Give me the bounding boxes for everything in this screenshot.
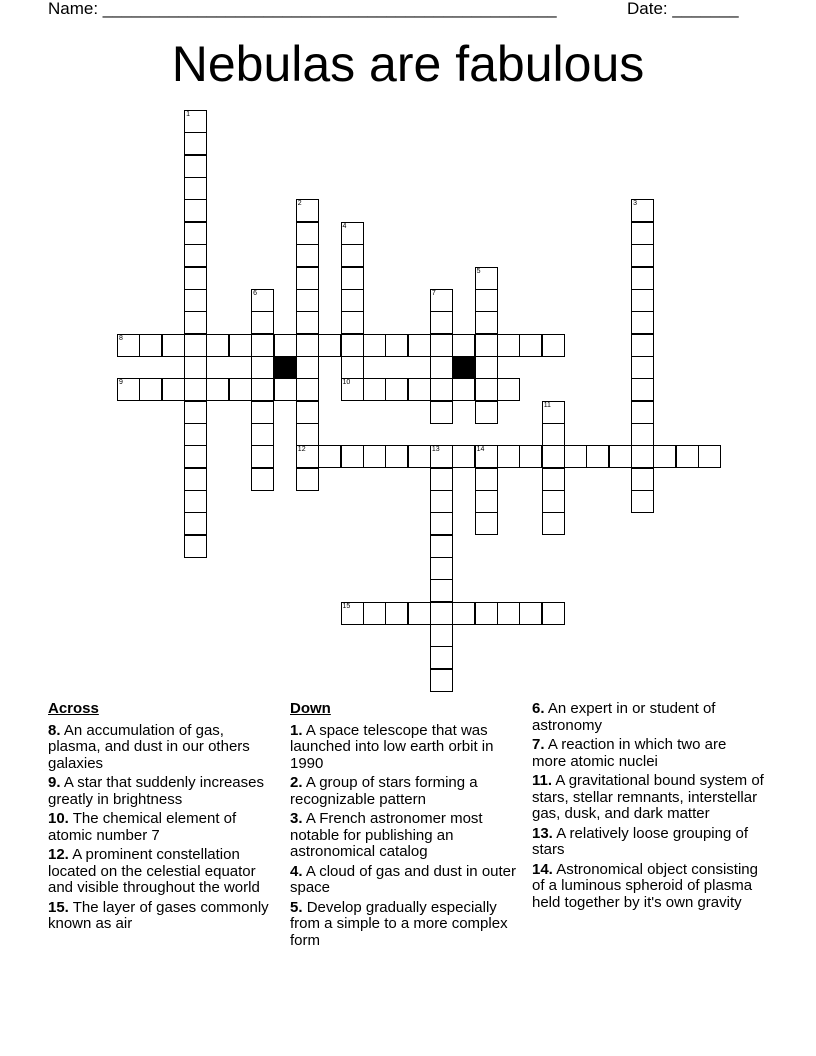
- crossword-cell[interactable]: [184, 267, 207, 290]
- clue-text: A prominent constellation located on the celestial equator and visible throughout the world: [48, 846, 260, 896]
- crossword-cell[interactable]: [296, 401, 319, 424]
- clue-text: A relatively loose grouping of stars: [532, 824, 748, 858]
- crossword-cell[interactable]: [296, 267, 319, 290]
- crossword-cell[interactable]: [184, 512, 207, 535]
- clue-number: 10.: [48, 810, 69, 827]
- crossword-cell[interactable]: [251, 334, 274, 357]
- clue-across-8: [48, 723, 280, 773]
- crossword-cell[interactable]: [542, 334, 565, 357]
- crossword-cell[interactable]: [631, 468, 654, 491]
- across-clues: [48, 701, 280, 936]
- crossword-cell[interactable]: [430, 334, 453, 357]
- across-heading: Across: [48, 700, 99, 717]
- crossword-cell[interactable]: [363, 378, 386, 401]
- crossword-cell[interactable]: [296, 356, 319, 379]
- cell-number: 7: [431, 289, 436, 297]
- cell-number: 10: [342, 379, 351, 387]
- crossword-cell[interactable]: [184, 155, 207, 178]
- crossword-cell[interactable]: [341, 244, 364, 267]
- clue-down-7: [532, 737, 764, 770]
- down-clues-continued: [532, 701, 764, 914]
- crossword-cell[interactable]: [542, 490, 565, 513]
- crossword-cell[interactable]: [385, 445, 408, 468]
- crossword-cell[interactable]: [184, 289, 207, 312]
- clue-across-9: [48, 775, 280, 808]
- clue-number: 7.: [532, 736, 545, 753]
- crossword-cell[interactable]: [296, 445, 319, 468]
- crossword-cell[interactable]: [542, 512, 565, 535]
- crossword-cell[interactable]: [363, 334, 386, 357]
- crossword-cell[interactable]: [475, 468, 498, 491]
- cell-number: 2: [297, 200, 302, 208]
- crossword-cell[interactable]: [452, 378, 475, 401]
- crossword-cell[interactable]: [296, 423, 319, 446]
- crossword-cell[interactable]: [631, 401, 654, 424]
- crossword-cell[interactable]: [430, 356, 453, 379]
- crossword-cell[interactable]: [475, 378, 498, 401]
- clue-text: A group of stars forming a recognizable pattern: [290, 774, 478, 808]
- crossword-cell[interactable]: [184, 177, 207, 200]
- down-clues: [290, 701, 522, 952]
- crossword-cell[interactable]: [631, 356, 654, 379]
- clue-number: 8.: [48, 721, 61, 739]
- crossword-cell[interactable]: [519, 334, 542, 357]
- crossword-cell[interactable]: [341, 602, 364, 625]
- crossword-cell[interactable]: [452, 334, 475, 357]
- clue-text: A star that suddenly increases greatly in brightness: [48, 774, 264, 808]
- crossword-cell[interactable]: [184, 199, 207, 222]
- crossword-cell[interactable]: [452, 445, 475, 468]
- crossword-cell[interactable]: [184, 356, 207, 379]
- clue-number: 9.: [48, 774, 61, 791]
- crossword-cell[interactable]: [251, 401, 274, 424]
- clue-down-11: [532, 773, 764, 823]
- crossword-cell[interactable]: [430, 512, 453, 535]
- crossword-cell[interactable]: [296, 199, 319, 222]
- crossword-cell[interactable]: [251, 445, 274, 468]
- clue-across-10: [48, 811, 280, 844]
- crossword-cell[interactable]: [542, 401, 565, 424]
- clue-number: 5.: [290, 898, 303, 916]
- crossword-cell[interactable]: [296, 378, 319, 401]
- clue-number: 14.: [532, 860, 553, 878]
- cell-number: 8: [119, 334, 123, 342]
- date-field[interactable]: Date: _______: [627, 0, 739, 18]
- name-field[interactable]: Name: ________________________________________________: [48, 0, 557, 18]
- crossword-cell[interactable]: [139, 378, 162, 401]
- crossword-cell[interactable]: [631, 311, 654, 334]
- crossword-cell[interactable]: [430, 490, 453, 513]
- crossword-cell[interactable]: [430, 535, 453, 558]
- crossword-cell[interactable]: [341, 356, 364, 379]
- crossword-cell[interactable]: [631, 199, 654, 222]
- crossword-cell[interactable]: [475, 356, 498, 379]
- crossword-cell[interactable]: [475, 311, 498, 334]
- crossword-cell[interactable]: [363, 445, 386, 468]
- crossword-cell[interactable]: [497, 445, 520, 468]
- crossword-cell[interactable]: [251, 423, 274, 446]
- crossword-cell[interactable]: [698, 445, 721, 468]
- crossword-cell[interactable]: [296, 468, 319, 491]
- crossword-cell[interactable]: [385, 334, 408, 357]
- crossword-black-cell: [452, 356, 475, 379]
- crossword-cell[interactable]: [475, 490, 498, 513]
- clue-down-5: [290, 900, 522, 950]
- crossword-cell[interactable]: [452, 602, 475, 625]
- crossword-cell[interactable]: [296, 244, 319, 267]
- clue-text: The chemical element of atomic number 7: [48, 810, 237, 844]
- clue-text: A French astronomer most notable for publishing an astronomical catalog: [290, 810, 483, 860]
- clue-down-1: [290, 723, 522, 773]
- clue-text: The layer of gases commonly known as air: [48, 898, 269, 932]
- crossword-cell[interactable]: [184, 378, 207, 401]
- crossword-cell[interactable]: [341, 222, 364, 245]
- crossword-cell[interactable]: [430, 468, 453, 491]
- crossword-cell[interactable]: [184, 490, 207, 513]
- crossword-cell[interactable]: [184, 244, 207, 267]
- cell-number: 9: [119, 379, 123, 387]
- crossword-cell[interactable]: [184, 334, 207, 357]
- crossword-cell[interactable]: [184, 132, 207, 155]
- crossword-cell[interactable]: [385, 378, 408, 401]
- crossword-cell[interactable]: [274, 334, 297, 357]
- clue-text: A cloud of gas and dust in outer space: [290, 862, 517, 896]
- crossword-cell[interactable]: [162, 378, 185, 401]
- crossword-cell[interactable]: [430, 378, 453, 401]
- crossword-cell[interactable]: [229, 334, 252, 357]
- crossword-cell[interactable]: [184, 423, 207, 446]
- crossword-cell[interactable]: [631, 289, 654, 312]
- crossword-cell[interactable]: [206, 378, 229, 401]
- clue-down-4: [290, 864, 522, 897]
- cell-number: 14: [476, 446, 485, 454]
- crossword-cell[interactable]: [631, 490, 654, 513]
- clue-number: 11.: [532, 772, 553, 789]
- crossword-cell[interactable]: [341, 311, 364, 334]
- clue-number: 15.: [48, 898, 69, 916]
- clue-number: 4.: [290, 862, 303, 880]
- cell-number: 15: [342, 602, 351, 610]
- crossword-cell[interactable]: [363, 602, 386, 625]
- clue-text: A space telescope that was launched into low earth orbit in 1990: [290, 721, 494, 772]
- crossword-cell[interactable]: [430, 646, 453, 669]
- crossword-cell[interactable]: [385, 602, 408, 625]
- clue-number: 6.: [532, 700, 545, 717]
- crossword-cell[interactable]: [274, 378, 297, 401]
- crossword-cell[interactable]: [341, 289, 364, 312]
- clue-down-2: [290, 775, 522, 808]
- crossword-cell[interactable]: [631, 222, 654, 245]
- clue-number: 3.: [290, 810, 303, 827]
- crossword-cell[interactable]: [475, 267, 498, 290]
- cell-number: 13: [431, 446, 440, 454]
- crossword-cell[interactable]: [586, 445, 609, 468]
- crossword-cell[interactable]: [631, 334, 654, 357]
- crossword-cell[interactable]: [542, 602, 565, 625]
- crossword-cell[interactable]: [497, 334, 520, 357]
- crossword-cell[interactable]: [184, 222, 207, 245]
- crossword-cell[interactable]: [475, 289, 498, 312]
- crossword-cell[interactable]: [564, 445, 587, 468]
- crossword-cell[interactable]: [251, 378, 274, 401]
- clue-text: Develop gradually especially from a simple to a more complex form: [290, 898, 508, 949]
- crossword-cell[interactable]: [475, 401, 498, 424]
- crossword-cell[interactable]: [430, 602, 453, 625]
- crossword-cell[interactable]: [296, 289, 319, 312]
- crossword-cell[interactable]: [184, 311, 207, 334]
- crossword-cell[interactable]: [341, 334, 364, 357]
- crossword-cell[interactable]: [296, 311, 319, 334]
- crossword-cell[interactable]: [631, 423, 654, 446]
- crossword-cell[interactable]: [631, 244, 654, 267]
- cell-number: 5: [476, 267, 481, 275]
- crossword-cell[interactable]: [430, 624, 453, 647]
- clue-number: 12.: [48, 846, 69, 863]
- crossword-cell[interactable]: [184, 401, 207, 424]
- crossword-cell[interactable]: [519, 445, 542, 468]
- cell-number: 1: [186, 111, 190, 118]
- crossword-cell[interactable]: [318, 445, 341, 468]
- crossword-cell[interactable]: [296, 222, 319, 245]
- crossword-cell[interactable]: [184, 468, 207, 491]
- clue-down-14: [532, 862, 764, 912]
- crossword-cell[interactable]: [184, 110, 207, 133]
- crossword-cell[interactable]: [430, 557, 453, 580]
- crossword-cell[interactable]: [251, 289, 274, 312]
- crossword-cell[interactable]: [609, 445, 632, 468]
- crossword-cell[interactable]: [475, 334, 498, 357]
- crossword-cell[interactable]: [430, 445, 453, 468]
- cell-number: 11: [543, 401, 551, 409]
- crossword-cell[interactable]: [341, 267, 364, 290]
- cell-number: 3: [633, 200, 637, 208]
- crossword-cell[interactable]: [475, 602, 498, 625]
- crossword-cell[interactable]: [251, 468, 274, 491]
- crossword-cell[interactable]: [430, 669, 453, 692]
- clue-down-6: [532, 701, 764, 734]
- crossword-cell[interactable]: [296, 334, 319, 357]
- clue-text: A reaction in which two are more atomic nuclei: [532, 736, 727, 770]
- crossword-cell[interactable]: [184, 535, 207, 558]
- crossword-cell[interactable]: [542, 468, 565, 491]
- clue-text: An expert in or student of astronomy: [532, 700, 716, 734]
- crossword-cell[interactable]: [631, 378, 654, 401]
- clue-down-13: [532, 826, 764, 859]
- crossword-black-cell: [274, 356, 297, 379]
- crossword-cell[interactable]: [341, 378, 364, 401]
- clue-number: 13.: [532, 824, 553, 842]
- crossword-cell[interactable]: [139, 334, 162, 357]
- crossword-cell[interactable]: [229, 378, 252, 401]
- crossword-cell[interactable]: [497, 602, 520, 625]
- crossword-cell[interactable]: [117, 334, 140, 357]
- cell-number: 4: [342, 222, 347, 230]
- page-title: Nebulas are fabulous: [171, 36, 645, 92]
- crossword-cell[interactable]: [430, 401, 453, 424]
- clue-across-12: [48, 847, 280, 897]
- crossword-cell[interactable]: [542, 445, 565, 468]
- crossword-cell[interactable]: [430, 311, 453, 334]
- crossword-cell[interactable]: [519, 602, 542, 625]
- clue-text: An accumulation of gas, plasma, and dust in our others galaxies: [48, 721, 250, 772]
- crossword-cell[interactable]: [408, 445, 431, 468]
- crossword-cell[interactable]: [408, 602, 431, 625]
- crossword-cell[interactable]: [653, 445, 676, 468]
- clue-number: 1.: [290, 721, 303, 739]
- crossword-cell[interactable]: [430, 579, 453, 602]
- down-heading: Down: [290, 700, 331, 717]
- crossword-cell[interactable]: [676, 445, 699, 468]
- crossword-cell[interactable]: [497, 378, 520, 401]
- cell-number: 6: [253, 289, 257, 297]
- crossword-cell[interactable]: [631, 445, 654, 468]
- crossword-cell[interactable]: [341, 445, 364, 468]
- clue-across-15: [48, 900, 280, 933]
- clue-number: 2.: [290, 774, 303, 791]
- crossword-cell[interactable]: [631, 267, 654, 290]
- crossword-cell[interactable]: [542, 423, 565, 446]
- crossword-cell[interactable]: [251, 356, 274, 379]
- crossword-cell[interactable]: [184, 445, 207, 468]
- crossword-cell[interactable]: [117, 378, 140, 401]
- crossword-cell[interactable]: [251, 311, 274, 334]
- cell-number: 12: [297, 446, 306, 454]
- clue-down-3: [290, 811, 522, 861]
- crossword-cell[interactable]: [162, 334, 185, 357]
- crossword-cell[interactable]: [475, 445, 498, 468]
- crossword-cell[interactable]: [408, 334, 431, 357]
- crossword-cell[interactable]: [430, 289, 453, 312]
- clue-text: Astronomical object consisting of a luminous spheroid of plasma held together by it's own gravity: [532, 860, 758, 911]
- clue-text: A gravitational bound system of stars, stellar remnants, interstellar gas, dusk, and dark matter: [532, 772, 764, 822]
- crossword-cell[interactable]: [475, 512, 498, 535]
- crossword-cell[interactable]: [206, 334, 229, 357]
- crossword-cell[interactable]: [318, 334, 341, 357]
- crossword-cell[interactable]: [408, 378, 431, 401]
